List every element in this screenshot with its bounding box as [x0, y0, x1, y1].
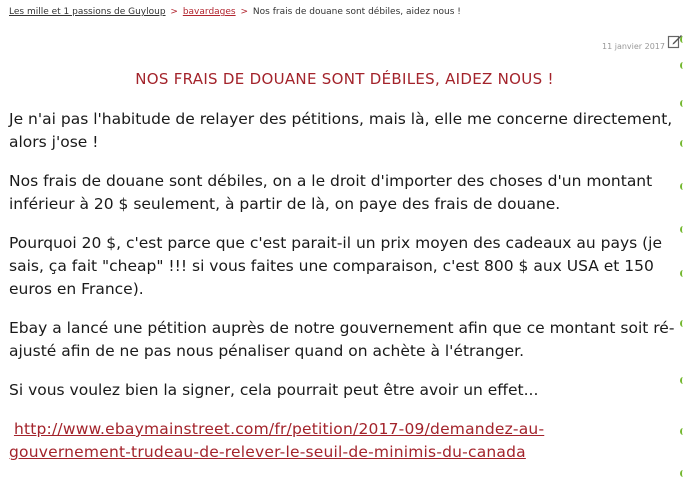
- post-paragraph: Je n'ai pas l'habitude de relayer des pétitions, mais là, elle me concerne directement, alors j'ose !: [9, 110, 673, 151]
- side-decoration: [680, 226, 686, 233]
- breadcrumb-category-link[interactable]: bavardages: [182, 7, 236, 17]
- post-paragraph: Si vous voulez bien la signer, cela pourrait peut être avoir un effet...: [9, 381, 539, 399]
- side-decoration: [680, 183, 686, 190]
- side-decoration: [680, 36, 686, 43]
- post-date: 11 janvier 2017: [602, 42, 665, 51]
- breadcrumb-current: Nos frais de douane sont débiles, aidez nous !: [252, 7, 461, 17]
- side-decoration: [680, 62, 686, 69]
- side-decoration: [680, 140, 686, 147]
- post-paragraph: Nos frais de douane sont débiles, on a le droit d'importer des choses d'un montant inférieur à 20 $ seulement, à partir de là, on paye des frais de douane.: [9, 172, 653, 213]
- side-decoration: [680, 100, 686, 107]
- petition-link-paragraph: [9, 418, 681, 464]
- side-decoration: [680, 270, 686, 277]
- petition-link-line2: gouvernement-trudeau-de-relever-le-seuil-de-minimis-du-canada: [9, 443, 526, 461]
- post-paragraph: Ebay a lancé une pétition auprès de notre gouvernement afin que ce montant soit ré-ajusté afin de ne pas nous pénaliser quand on achète à l'étranger.: [9, 319, 675, 360]
- breadcrumb: [9, 7, 461, 17]
- breadcrumb-separator: >: [170, 7, 178, 17]
- post-title: NOS FRAIS DE DOUANE SONT DÉBILES, AIDEZ NOUS !: [135, 70, 554, 88]
- side-decoration: [680, 320, 686, 327]
- post-content: [9, 108, 681, 480]
- side-decoration: [680, 428, 686, 435]
- petition-link[interactable]: [9, 420, 544, 461]
- petition-link-line1: http://www.ebaymainstreet.com/fr/petition/2017-09/demandez-au-: [13, 420, 545, 438]
- post-paragraph: Pourquoi 20 $, c'est parce que c'est parait-il un prix moyen des cadeaux au pays (je sais, ça fait "cheap" !!! si vous faites une comparaison, c'est 800 $ aux USA et 150 euros en France).: [9, 234, 663, 298]
- breadcrumb-home-link[interactable]: Les mille et 1 passions de Guyloup: [9, 7, 166, 17]
- side-decoration: [680, 377, 686, 384]
- side-decoration: [680, 470, 686, 477]
- breadcrumb-separator: >: [240, 7, 249, 17]
